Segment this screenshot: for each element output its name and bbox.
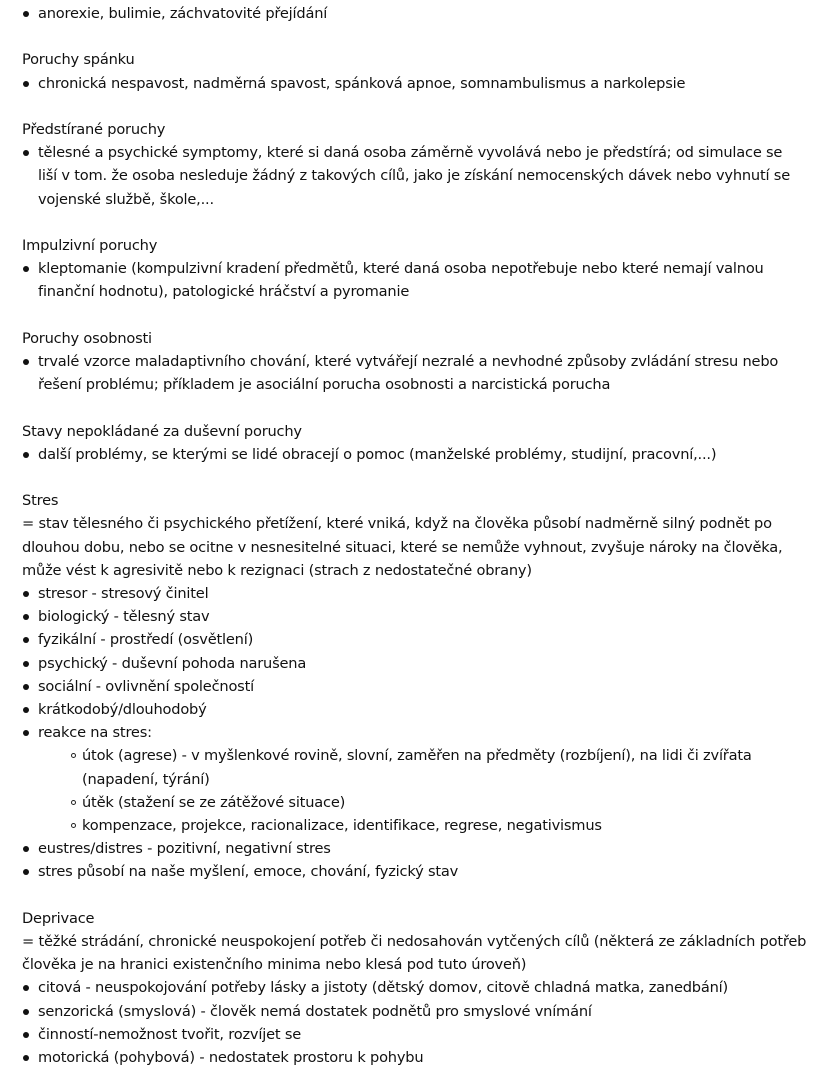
section-list — [22, 443, 812, 466]
section-list — [22, 141, 812, 211]
bullet-icon — [23, 637, 29, 643]
hollow-bullet-icon — [71, 823, 76, 828]
section-heading: Poruchy osobnosti — [22, 329, 152, 347]
list-item — [22, 350, 812, 396]
list-item-text: stresor - stresový činitel — [38, 584, 209, 602]
list-item — [22, 628, 812, 651]
list-item-text: další problémy, se kterými se lidé obracejí o pomoc (manželské problémy, studijní, pracovní,...) — [38, 445, 717, 463]
list-item-text: krátkodobý/dlouhodobý — [38, 701, 207, 718]
list-item — [22, 72, 812, 95]
bullet-icon — [23, 707, 29, 713]
section-poruchy-spanku — [22, 48, 812, 94]
section-predstirane-poruchy — [22, 118, 812, 211]
bullet-icon — [23, 266, 29, 272]
section-heading: Deprivace — [22, 909, 95, 927]
list-item — [22, 675, 812, 698]
list-item-text: citová - neuspokojování potřeby lásky a jistoty (dětský domov, citově chladná matka, zanedbání) — [38, 979, 729, 997]
bullet-icon — [23, 452, 29, 458]
list-item-text: sociální - ovlivnění společností — [38, 677, 254, 695]
section-list — [22, 72, 812, 95]
bullet-icon — [23, 614, 29, 620]
section-poruchy-osobnosti — [22, 327, 812, 397]
section-stavy-nepokladane — [22, 420, 812, 466]
list-item — [22, 257, 812, 303]
bullet-icon — [23, 985, 29, 991]
list-item — [22, 652, 812, 675]
section-list — [22, 350, 812, 396]
section-heading: Stavy nepokládané za duševní poruchy — [22, 422, 302, 440]
sub-list-item-text: útěk (stažení se ze zátěžové situace) — [82, 793, 346, 811]
list-item — [22, 2, 812, 25]
sub-list-item-text: útok (agrese) - v myšlenkové rovině, slovní, zaměřen na předměty (rozbíjení), na lidi či zvířata (napadení, týrání) — [82, 747, 752, 788]
list-item — [22, 721, 812, 837]
list-item-text: biologický - tělesný stav — [38, 608, 210, 626]
list-item — [22, 976, 812, 999]
list-item-text: psychický - duševní pohoda narušena — [38, 654, 307, 672]
list-item — [22, 860, 812, 883]
section-definition: = těžké strádání, chronické neuspokojení potřeb či nedosahován vytčených cílů (některá ze základních potřeb člověka je na hranici existenčního minima nebo klesá pod tuto úroveň) — [22, 933, 807, 974]
section-heading: Předstírané poruchy — [22, 120, 166, 138]
section-impulzivni-poruchy — [22, 234, 812, 304]
sub-list-item — [71, 814, 812, 837]
list-item-text: anorexie, bulimie, záchvatovité přejídání — [38, 5, 328, 22]
list-item-text: trvalé vzorce maladaptivního chování, které vytvářejí nezralé a nevhodné způsoby zvládání stresu nebo řešení problému; příkladem je asociální porucha osobnosti a narcistická porucha — [38, 352, 779, 394]
sub-list-item-text: kompenzace, projekce, racionalizace, identifikace, regrese, negativismus — [82, 817, 602, 835]
section-heading: Poruchy spánku — [22, 51, 135, 69]
list-item-text: eustres/distres - pozitivní, negativní stres — [38, 840, 331, 858]
list-item — [22, 141, 812, 211]
section-list — [22, 257, 812, 303]
bullet-icon — [23, 11, 29, 17]
list-item-text: kleptomanie (kompulzivní kradení předmětů, které daná osoba nepotřebuje nebo které nemají valnou finanční hodnotu), patologické hráčství a pyromanie — [38, 260, 764, 301]
section-list — [22, 582, 812, 884]
section-deprivace — [22, 907, 812, 1069]
list-item — [22, 443, 812, 466]
list-item-text: činností-nemožnost tvořit, rozvíjet se — [38, 1025, 302, 1043]
intro-list — [22, 2, 812, 25]
list-item-text: chronická nespavost, nadměrná spavost, spánková apnoe, somnambulismus a narkolepsie — [38, 74, 686, 92]
reaction-sublist — [38, 744, 812, 837]
list-item-text: stres působí na naše myšlení, emoce, chování, fyzický stav — [38, 863, 459, 881]
bullet-icon — [23, 869, 29, 875]
bullet-icon — [23, 1032, 29, 1038]
section-definition: = stav tělesného či psychického přetížení, které vniká, když na člověka působí nadměrně silný podnět po dlouhou dobu, nebo se ocitne v nesnesitelné situaci, které se nemůže vyhnout, zvyšuje nároky na člověka, může vést k agresivitě nebo k rezignaci (strach z nedostatečné obrany) — [22, 515, 783, 579]
list-item-text: motorická (pohybová) - nedostatek prostoru k pohybu — [38, 1049, 424, 1067]
list-item — [22, 837, 812, 860]
list-item — [22, 1023, 812, 1046]
sub-list-item — [71, 744, 812, 790]
list-item-text: fyzikální - prostředí (osvětlení) — [38, 631, 254, 649]
section-list — [22, 976, 812, 1069]
list-item — [22, 582, 812, 605]
hollow-bullet-icon — [71, 800, 76, 805]
section-heading: Impulzivní poruchy — [22, 236, 158, 254]
list-item — [22, 1046, 812, 1069]
bullet-icon — [23, 150, 29, 156]
list-item — [22, 1000, 812, 1023]
list-item — [22, 605, 812, 628]
bullet-icon — [23, 359, 29, 365]
bullet-icon — [23, 684, 29, 690]
bullet-icon — [23, 1055, 29, 1061]
hollow-bullet-icon — [71, 753, 76, 758]
list-item-text: senzorická (smyslová) - člověk nemá dostatek podnětů pro smyslové vnímání — [38, 1002, 592, 1020]
bullet-icon — [23, 846, 29, 852]
bullet-icon — [23, 81, 29, 87]
section-stres — [22, 489, 812, 883]
sub-list-item — [71, 791, 812, 814]
section-heading: Stres — [22, 492, 59, 510]
list-item-text: reakce na stres: — [38, 724, 152, 742]
bullet-icon — [23, 591, 29, 597]
bullet-icon — [23, 1009, 29, 1015]
bullet-icon — [23, 730, 29, 736]
list-item — [22, 698, 812, 721]
bullet-icon — [23, 661, 29, 667]
list-item-text: tělesné a psychické symptomy, které si daná osoba záměrně vyvolává nebo je předstírá; od simulace se liší v tom. že osoba nesleduje žádný z takových cílů, jako je získání nemocenských dávek nebo vyhnutí se vojenské službě, škole,... — [38, 144, 790, 208]
